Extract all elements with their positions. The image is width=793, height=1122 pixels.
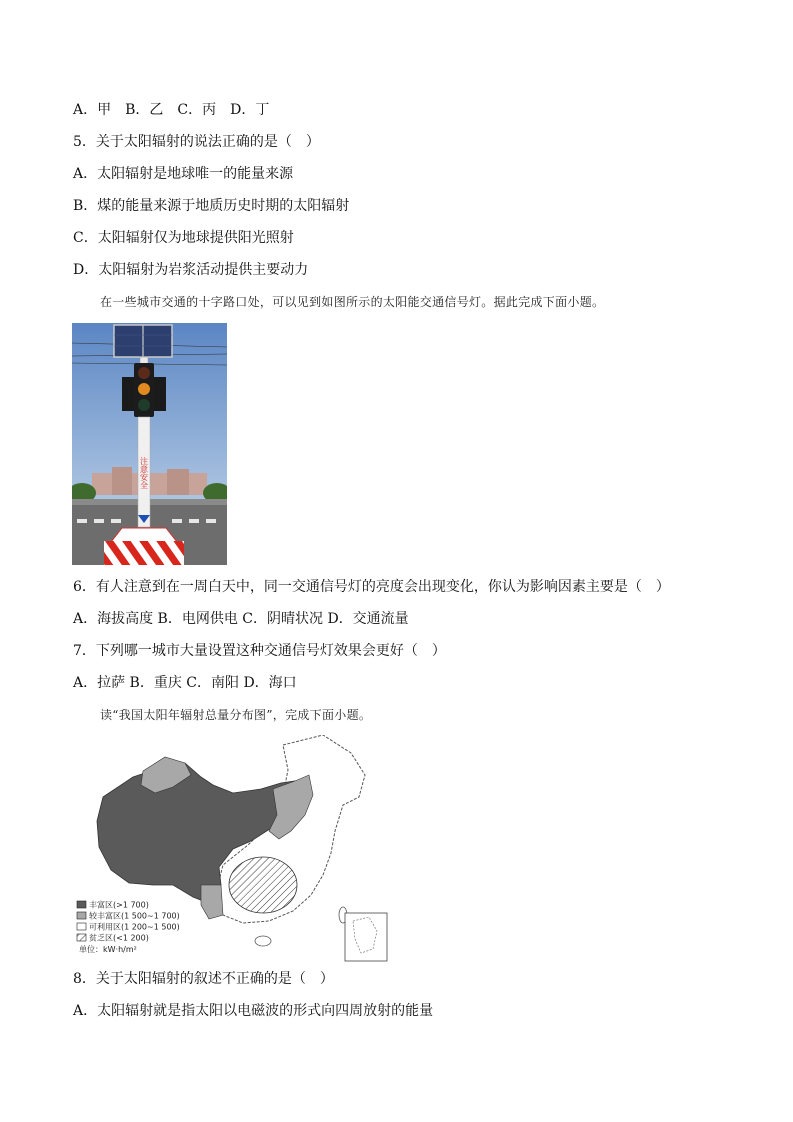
map-intro: 读“我国太阳年辐射总量分布图”，完成下面小题。 [100,708,372,722]
legend-unit: 单位：kW·h/m² [79,945,137,954]
legend-item-usable: 可利用区(1 200~1 500) [89,922,180,932]
q5-stem: 5．关于太阳辐射的说法正确的是（ ） [73,134,320,150]
q4-options: A．甲 B．乙 C．丙 D．丁 [73,102,270,118]
q8-option-a: A．太阳辐射就是指太阳以电磁波的形式向四周放射的能量 [73,1003,434,1019]
legend-item-fairly-rich: 较丰富区(1 500~1 700) [89,911,180,921]
q5-option-b: B．煤的能量来源于地质历史时期的太阳辐射 [73,198,350,214]
map-legend [77,900,180,955]
q6-stem: 6．有人注意到在一周白天中，同一交通信号灯的亮度会出现变化，你认为影响因素主要是（ ） [73,579,670,595]
photo-sign-text: 注意安全 [139,457,149,489]
q5-option-a: A．太阳辐射是地球唯一的能量来源 [73,166,294,182]
legend-item-rich: 丰富区(>1 700) [89,900,149,910]
q7-options: A．拉萨 B．重庆 C．南阳 D．海口 [73,675,297,691]
q7-stem: 7．下列哪一城市大量设置这种交通信号灯效果会更好（ ） [73,643,446,659]
q8-stem: 8．关于太阳辐射的叙述不正确的是（ ） [73,971,334,987]
photo-intro: 在一些城市交通的十字路口处，可以见到如图所示的太阳能交通信号灯。据此完成下面小题。 [100,295,605,309]
q5-option-d: D．太阳辐射为岩浆活动提供主要动力 [73,262,309,278]
legend-item-poor: 贫乏区(<1 200) [89,933,149,943]
q6-options: A．海拔高度 B．电网供电 C．阴晴状况 D．交通流量 [73,611,409,627]
solar-traffic-light-photo [72,323,227,565]
china-solar-radiation-map [73,735,393,965]
q5-option-c: C．太阳辐射仅为地球提供阳光照射 [73,230,294,246]
